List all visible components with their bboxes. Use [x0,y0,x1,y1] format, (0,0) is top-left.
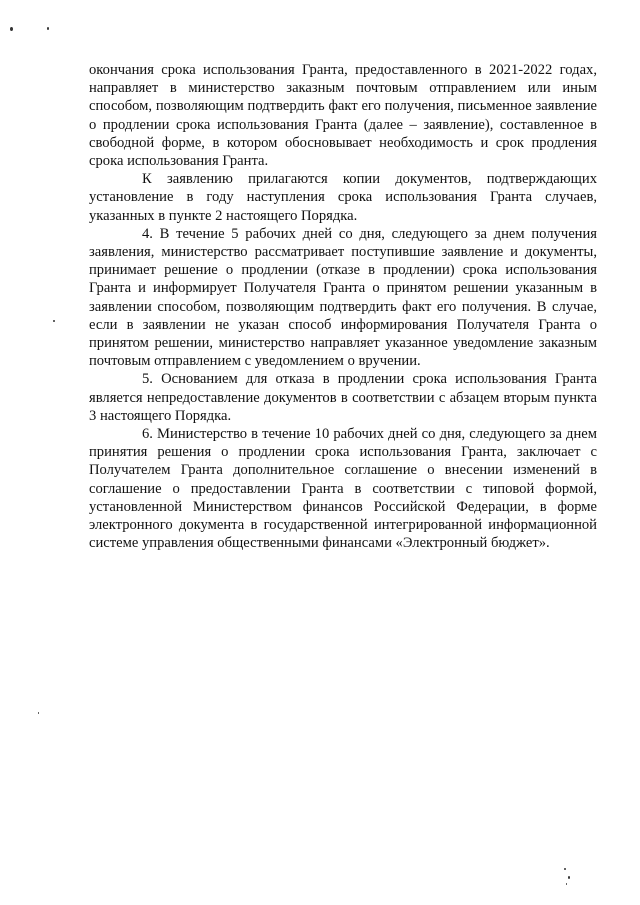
scan-speck [566,883,567,885]
paragraph-item-5: 5. Основанием для отказа в продлении срока использования Гранта является непредоставление документов в соответствии с абзацем вторым пункта 3 настоящего Порядка. [89,371,597,424]
scan-speck [47,27,49,30]
document-body [89,61,597,552]
paragraph-attachments: К заявлению прилагаются копии документов, подтверждающих установление в году наступления срока использования Гранта случаев, указанных в пункте 2 настоящего Порядка. [89,171,597,224]
scan-speck [564,868,566,870]
paragraph-item-6: 6. Министерство в течение 10 рабочих дней со дня, следующего за днем принятия решения о продлении срока использования Гранта, заключает с Получателем Гранта дополнительное соглашение о внесении изменений в соглашение о предоставлении Гранта в соответствии с типовой формой, установленной Министерством финансов Российской Федерации, в форме электронного документа в государственной интегрированной информационной системе управления общественными финансами «Электронный бюджет». [89,426,597,552]
paragraph-continuation: окончания срока использования Гранта, предоставленного в 2021-2022 годах, направляет в министерство заказным почтовым отправлением или иным способом, позволяющим подтвердить факт его получения, письменное заявление о продлении срока использования Гранта (далее – заявление), составленное в свободной форме, в котором обосновывает необходимость и срок продления срока использования Гранта. [89,62,597,170]
scan-speck [53,320,55,322]
scan-speck [568,876,570,879]
scan-speck [10,27,13,31]
paragraph-item-4: 4. В течение 5 рабочих дней со дня, следующего за днем получения заявления, министерство рассматривает поступившие заявление и документы, принимает решение о продлении (отказе в продлении) срока использования Гранта и информирует Получателя Гранта о принятом решении указанным в заявлении способом, позволяющим подтвердить факт его получения. В случае, если в заявлении не указан способ информирования Получателя Гранта о принятом решении, министерство направляет указанное уведомление заказным почтовым отправлением с уведомлением о вручении. [89,225,597,370]
scan-speck [38,712,39,714]
